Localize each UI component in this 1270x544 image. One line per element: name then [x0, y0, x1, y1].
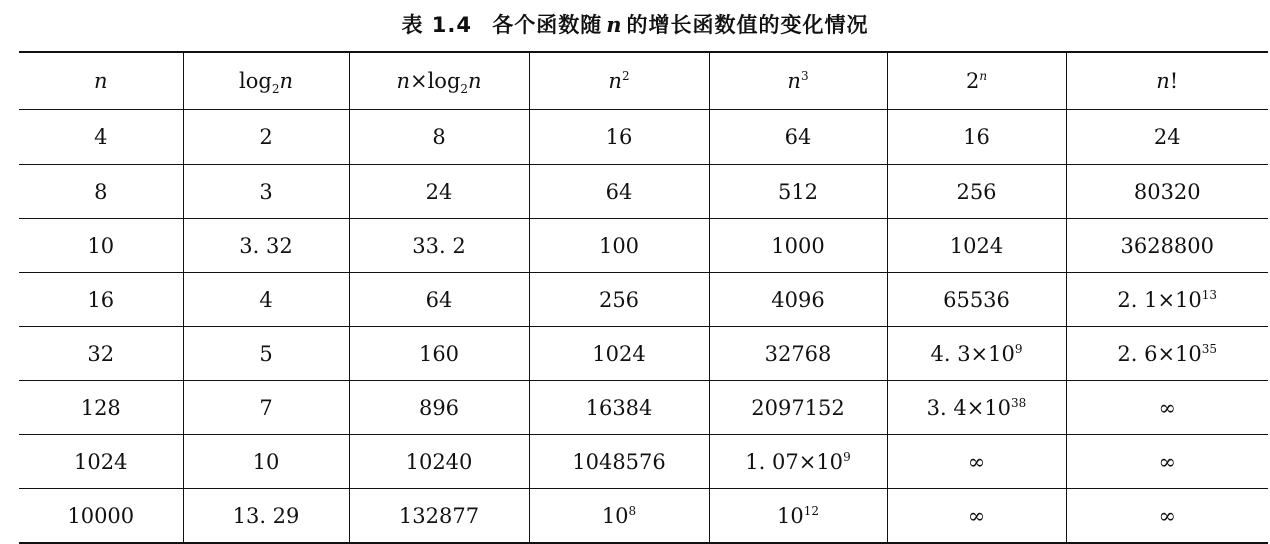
header-n-squared	[529, 52, 709, 110]
header-nfact-bang: !	[1169, 69, 1179, 93]
cell-n-cubed	[709, 273, 887, 327]
cell-value: 33. 2	[412, 233, 466, 258]
cell-log2n	[183, 435, 349, 489]
header-n2-var: n	[608, 69, 622, 93]
cell-value: 7	[259, 395, 273, 420]
cell-n-factorial	[1066, 110, 1268, 165]
cell-value: ∞	[1158, 503, 1176, 528]
table-row	[19, 273, 1268, 327]
header-log2n	[183, 52, 349, 110]
cell-value: 80320	[1133, 179, 1201, 204]
cell-log2n	[183, 327, 349, 381]
header-log-base: 2	[271, 82, 280, 97]
caption-text-post: 的增长函数值的变化情况	[626, 13, 869, 37]
cell-value: 32	[87, 341, 115, 366]
cell-exponent: 9	[1014, 341, 1023, 356]
cell-value: 13. 29	[232, 503, 300, 528]
cell-n-squared	[529, 327, 709, 381]
table-row	[19, 381, 1268, 435]
cell-exponent: 8	[628, 503, 637, 518]
cell-n-factorial	[1066, 165, 1268, 219]
header-nlog-base: 2	[460, 82, 469, 97]
cell-value: 4	[259, 287, 273, 312]
cell-n-cubed	[709, 327, 887, 381]
header-2n-exp: n	[979, 69, 988, 83]
caption-label: 表 1.4	[401, 13, 472, 37]
cell-value: 1024	[74, 449, 128, 474]
cell-2-pow-n	[887, 435, 1066, 489]
table-row	[19, 489, 1268, 544]
cell-value: 256	[598, 287, 640, 312]
header-n2-exp: 2	[621, 69, 630, 83]
cell-nlog2n	[349, 165, 529, 219]
cell-log2n	[183, 165, 349, 219]
cell-value: 2097152	[751, 395, 845, 420]
cell-value: 256	[956, 179, 997, 204]
caption-text-pre: 各个函数随	[492, 13, 603, 37]
caption-variable: n	[606, 12, 623, 37]
cell-value: 128	[80, 395, 121, 420]
cell-n	[19, 381, 183, 435]
header-nlog-log: log	[427, 69, 461, 93]
cell-value: 1024	[949, 233, 1004, 258]
cell-n-cubed	[709, 219, 887, 273]
cell-value: 160	[418, 341, 460, 366]
cell-value: 64	[784, 125, 812, 149]
cell-nlog2n	[349, 489, 529, 544]
cell-2-pow-n	[887, 110, 1066, 165]
cell-value: 896	[418, 395, 460, 420]
cell-log2n	[183, 381, 349, 435]
cell-n-factorial	[1066, 219, 1268, 273]
cell-value: 10	[601, 503, 629, 528]
table-row	[19, 165, 1268, 219]
cell-2-pow-n	[887, 489, 1066, 544]
cell-value: 2. 6×10	[1117, 341, 1202, 366]
cell-value: 16	[963, 125, 990, 149]
header-n	[19, 52, 183, 110]
cell-value: 10	[776, 503, 804, 528]
cell-n	[19, 435, 183, 489]
header-n3-exp: 3	[800, 69, 809, 83]
cell-nlog2n	[349, 435, 529, 489]
header-row	[19, 52, 1268, 110]
cell-log2n	[183, 273, 349, 327]
cell-value: 8	[432, 125, 446, 149]
cell-value: 3628800	[1120, 233, 1215, 258]
cell-exponent: 35	[1201, 341, 1218, 356]
cell-2-pow-n	[887, 327, 1066, 381]
cell-value: 8	[94, 179, 108, 204]
cell-nlog2n	[349, 327, 529, 381]
cell-n-squared	[529, 110, 709, 165]
cell-n	[19, 110, 183, 165]
cell-value: 10	[252, 449, 280, 474]
cell-exponent: 38	[1011, 395, 1027, 410]
cell-value: 3. 4×10	[926, 395, 1012, 420]
cell-2-pow-n	[887, 219, 1066, 273]
cell-value: 5	[259, 341, 273, 366]
cell-n-cubed	[709, 165, 887, 219]
cell-value: ∞	[1158, 449, 1176, 474]
cell-value: ∞	[1158, 395, 1176, 420]
header-nfact-var: n	[1156, 69, 1170, 93]
cell-value: ∞	[967, 449, 986, 474]
cell-n-squared	[529, 273, 709, 327]
cell-value: 1000	[771, 233, 825, 258]
cell-value: 1048576	[572, 449, 666, 474]
cell-value: 16	[605, 125, 633, 149]
header-nlog-var: n	[396, 69, 410, 93]
cell-value: ∞	[967, 503, 986, 528]
cell-nlog2n	[349, 273, 529, 327]
header-2n-base: 2	[965, 69, 980, 93]
cell-n-factorial	[1066, 489, 1268, 544]
cell-n-factorial	[1066, 381, 1268, 435]
cell-log2n	[183, 489, 349, 544]
cell-2-pow-n	[887, 273, 1066, 327]
table-row	[19, 435, 1268, 489]
cell-n	[19, 489, 183, 544]
cell-value: 1. 07×10	[745, 449, 844, 474]
cell-n-squared	[529, 489, 709, 544]
cell-nlog2n	[349, 219, 529, 273]
cell-n	[19, 273, 183, 327]
cell-value: 4	[94, 125, 108, 149]
cell-nlog2n	[349, 381, 529, 435]
header-2-pow-n	[887, 52, 1066, 110]
header-n-text: n	[93, 69, 108, 93]
cell-n-cubed	[709, 489, 887, 544]
cell-n	[19, 165, 183, 219]
cell-exponent: 13	[1201, 287, 1218, 302]
cell-exponent: 9	[843, 449, 851, 464]
cell-value: 64	[605, 179, 633, 204]
cell-exponent: 12	[803, 503, 819, 518]
cell-n-squared	[529, 435, 709, 489]
cell-value: 2	[259, 125, 273, 149]
cell-value: 10000	[67, 503, 135, 528]
cell-value: 65536	[943, 287, 1010, 312]
cell-value: 132877	[398, 503, 480, 528]
cell-value: 100	[598, 233, 640, 258]
cell-n-cubed	[709, 435, 887, 489]
table-body	[19, 110, 1268, 544]
function-growth-table	[19, 51, 1268, 544]
cell-n-factorial	[1066, 327, 1268, 381]
header-n3-var: n	[787, 69, 801, 93]
cell-log2n	[183, 110, 349, 165]
cell-value: 10240	[405, 449, 473, 474]
cell-value: 2. 1×10	[1117, 287, 1202, 312]
cell-2-pow-n	[887, 381, 1066, 435]
cell-nlog2n	[349, 110, 529, 165]
header-n-cubed	[709, 52, 887, 110]
cell-value: 3. 32	[239, 233, 293, 258]
cell-n	[19, 219, 183, 273]
cell-value: 3	[259, 179, 273, 204]
cell-value: 10	[87, 233, 115, 258]
cell-value: 32768	[764, 341, 832, 366]
cell-value: 16	[87, 287, 115, 312]
header-nlog2n	[349, 52, 529, 110]
cell-n-cubed	[709, 381, 887, 435]
cell-n-cubed	[709, 110, 887, 165]
cell-n	[19, 327, 183, 381]
cell-value: 24	[425, 179, 453, 204]
header-n-factorial	[1066, 52, 1268, 110]
cell-n-squared	[529, 381, 709, 435]
header-nlog-var2: n	[468, 69, 482, 93]
table-row	[19, 219, 1268, 273]
table-row	[19, 327, 1268, 381]
table-caption	[0, 10, 1270, 40]
cell-n-squared	[529, 219, 709, 273]
header-nlog-times: ×	[409, 69, 428, 93]
cell-value: 16384	[585, 395, 653, 420]
cell-value: 4096	[771, 287, 825, 312]
cell-value: 512	[777, 179, 819, 204]
cell-value: 4. 3×10	[930, 341, 1015, 366]
cell-log2n	[183, 219, 349, 273]
header-log-text: log	[239, 69, 272, 93]
cell-n-factorial	[1066, 273, 1268, 327]
cell-n-factorial	[1066, 435, 1268, 489]
cell-value: 24	[1153, 125, 1181, 149]
cell-value: 1024	[592, 341, 646, 366]
cell-value: 64	[425, 287, 453, 312]
cell-2-pow-n	[887, 165, 1066, 219]
cell-n-squared	[529, 165, 709, 219]
table-row	[19, 110, 1268, 165]
header-log-var: n	[279, 69, 293, 93]
